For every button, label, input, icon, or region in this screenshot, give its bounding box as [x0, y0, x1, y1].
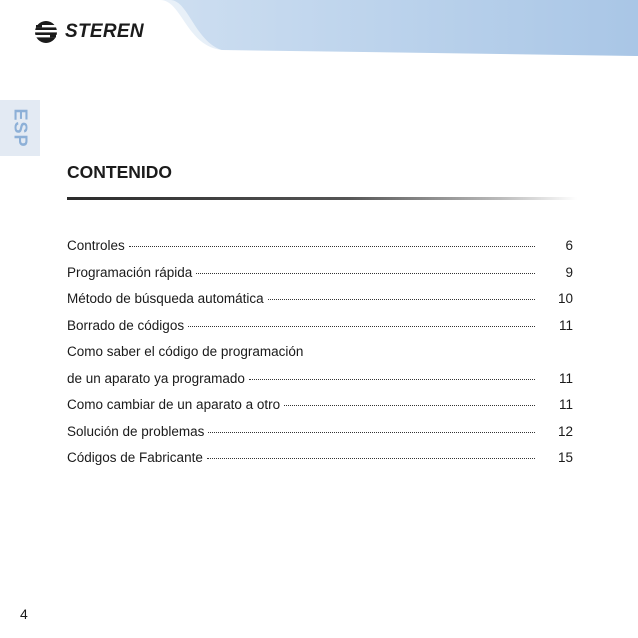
- toc-entry: [67, 445, 573, 472]
- toc-entry-page: 9: [565, 264, 573, 280]
- toc-entry: [67, 339, 573, 366]
- toc-leader-dots: [129, 246, 535, 247]
- toc-entry-label: Solución de problemas: [67, 423, 205, 439]
- table-of-contents: [67, 233, 573, 472]
- title-divider: [67, 197, 577, 200]
- toc-entry-page: 15: [557, 450, 573, 465]
- toc-leader-dots: [196, 273, 535, 274]
- toc-entry: [67, 260, 573, 287]
- toc-leader-dots: [208, 432, 535, 433]
- toc-entry-page: 12: [557, 423, 573, 439]
- toc-entry-page: 11: [558, 370, 573, 386]
- toc-entry-page: 11: [558, 397, 573, 412]
- toc-entry: [67, 419, 573, 446]
- toc-entry-label: Método de búsqueda automática: [67, 291, 264, 306]
- toc-entry-label: de un aparato ya programado: [67, 370, 245, 386]
- toc-entry: [67, 286, 573, 313]
- toc-entry-label: Controles: [67, 238, 125, 253]
- page-number: 4: [20, 606, 28, 622]
- toc-entry-label: Como cambiar de un aparato a otro: [67, 397, 281, 412]
- page-header: [0, 0, 638, 68]
- toc-entry: [67, 366, 573, 393]
- toc-entry-label: Como saber el código de programación: [67, 344, 304, 359]
- toc-leader-dots: [188, 326, 535, 327]
- toc-entry-label: Códigos de Fabricante: [67, 450, 203, 465]
- toc-entry-page: 6: [565, 238, 573, 253]
- toc-leader-dots: [207, 458, 535, 459]
- toc-leader-dots: [249, 379, 535, 380]
- toc-leader-dots: [284, 405, 535, 406]
- steren-logo-icon: [33, 19, 61, 45]
- toc-entry: [67, 392, 573, 419]
- toc-entry-label: Programación rápida: [67, 264, 193, 280]
- page-title: CONTENIDO: [67, 162, 172, 182]
- toc-entry: [67, 233, 573, 260]
- toc-entry: [67, 313, 573, 340]
- steren-logo: [33, 16, 144, 48]
- language-label: ESP: [10, 108, 31, 148]
- toc-leader-dots: [268, 299, 535, 300]
- toc-entry-page: 11: [558, 317, 573, 333]
- toc-entry-page: 10: [557, 291, 573, 306]
- toc-entry-label: Borrado de códigos: [67, 317, 185, 333]
- brand-name: STEREN: [65, 21, 144, 42]
